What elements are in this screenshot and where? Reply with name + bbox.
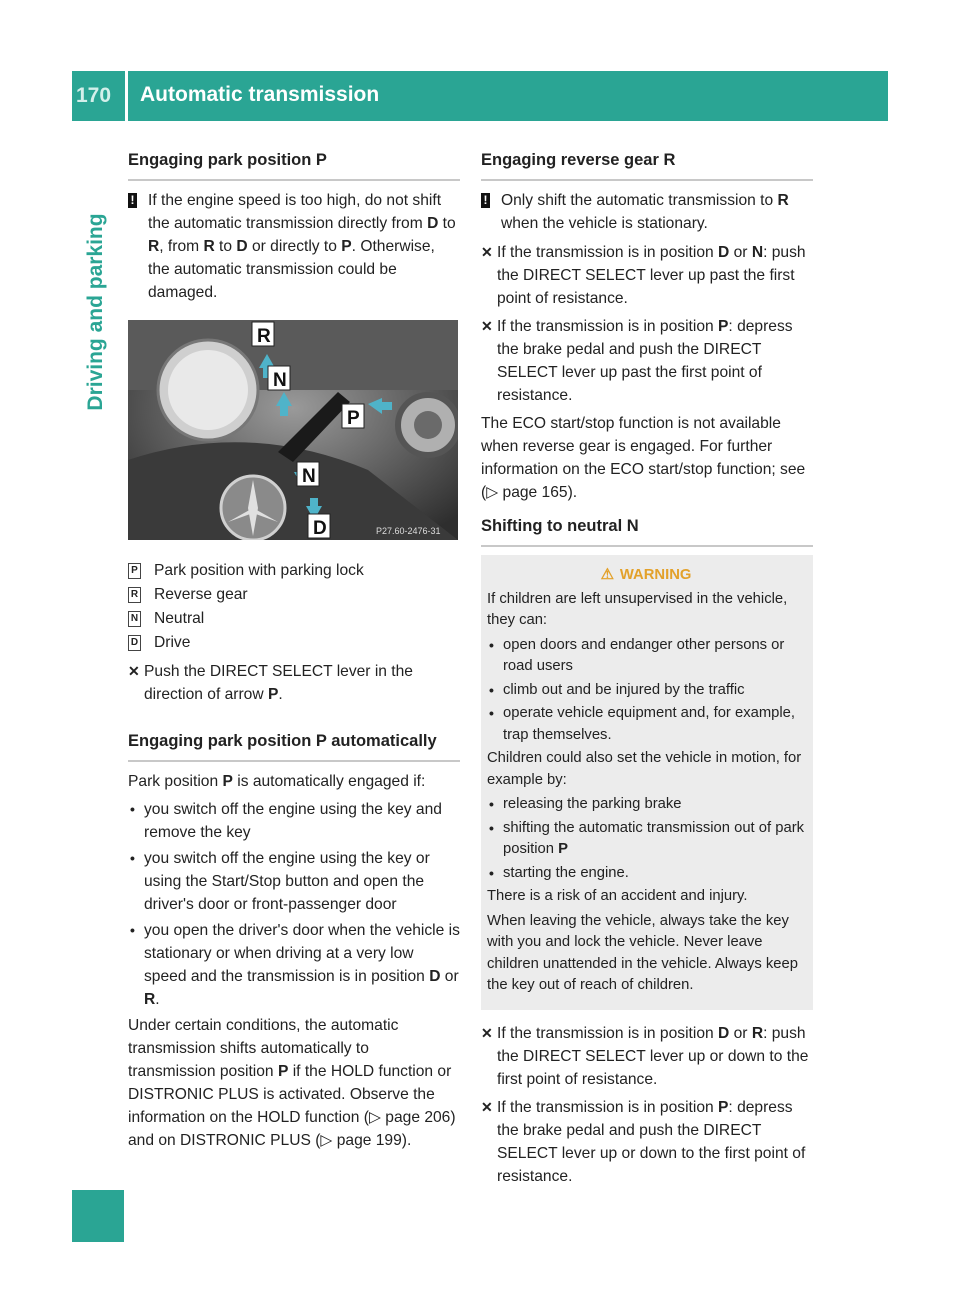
intro-text: Park position P is automatically engaged if: [128, 773, 426, 790]
bullet-icon: • [130, 850, 135, 866]
warning-box: ⚠ WARNING If children are left unsupervised in the vehicle, they can: • open doors and endanger other persons or road users • climb out and be injured by the traffic • operate vehicle equipment and, for example, trap themselves. Children could also set the vehicle in motion, for example by: • releasing the parking brake • shifting the automatic transmission out of park position P • starting the engine. There is a risk of an accident and injury. When leaving the vehicle, always take the key with you and lock the vehicle. Never leave children unattended in the vehicle. Always keep the key out of reach of children. [481, 555, 813, 1010]
side-block [72, 1190, 124, 1242]
step-arrow-icon: ✕ [481, 318, 493, 334]
step-arrow-icon: ✕ [481, 1024, 493, 1041]
list-item: • open doors and endanger other persons or road users [489, 636, 785, 674]
left-column [128, 150, 460, 1157]
exclamation-icon: ! [481, 193, 490, 208]
body-paragraph: Under certain conditions, the automatic transmission shifts automatically to transmission position P if the HOLD function or DISTRONIC PLUS is activated. Observe the information on the HOLD function (▷ page 206) and on DISTRONIC PLUS (▷ page 199). [128, 1017, 456, 1149]
instruction-step: ✕ If the transmission is in position P: depress the brake pedal and push the DIRECT SELECT lever up or down to the first point of resistance. [481, 1096, 813, 1188]
bullet-icon: • [489, 819, 494, 836]
exclamation-icon: ! [128, 193, 137, 208]
page-ref-link[interactable]: page 206) and on DISTRONIC PLUS ( [128, 1109, 456, 1149]
notice: ! If the engine speed is too high, do not shift the automatic transmission directly from D to R, from R to D or directly to P. Otherwise, the automatic transmission could be damaged. [128, 189, 460, 304]
bullet-icon: • [489, 864, 494, 881]
side-tab [60, 182, 132, 442]
side-label-text: Driving and parking [84, 213, 107, 411]
key-p-icon: P [128, 563, 141, 579]
svg-text:D: D [313, 518, 327, 539]
list-item: • climb out and be injured by the traffic [487, 680, 805, 702]
legend-item: D Drive [128, 631, 460, 654]
step-arrow-icon: ✕ [481, 1098, 493, 1115]
legend-item: P Park position with parking lock [128, 559, 460, 582]
photo-code: P27.60-2476-31 [376, 526, 441, 536]
legend-item: R Reverse gear [128, 583, 460, 606]
body-paragraph: The ECO start/stop function is not available when reverse gear is engaged. For further information on the ECO start/stop function; see (▷ page 165). [481, 415, 806, 501]
instruction-step: ✕ Push the DIRECT SELECT lever in the direction of arrow P. [128, 660, 460, 706]
step-arrow-icon: ✕ [481, 244, 493, 260]
warning-triangle-icon: ⚠ [600, 567, 614, 583]
right-column [481, 150, 813, 1193]
gear-lever-photo [128, 320, 458, 540]
list-item: • starting the engine. [487, 863, 805, 885]
page-ref-icon: ▷ [368, 1109, 381, 1126]
list-item: • releasing the parking brake [487, 794, 805, 816]
section-heading: Shifting to neutral N [481, 516, 813, 547]
section-heading: Engaging reverse gear R [481, 150, 813, 181]
bullet-icon: • [489, 796, 494, 812]
page-ref-icon: ▷ [320, 1132, 333, 1149]
page-ref-link[interactable]: page 165). [498, 484, 578, 501]
svg-text:N: N [302, 466, 316, 487]
step-arrow-icon: ✕ [128, 663, 140, 679]
list-item: • operate vehicle equipment and, for example, trap themselves. [489, 705, 796, 743]
bullet-icon: • [130, 801, 135, 817]
svg-text:N: N [273, 370, 287, 391]
key-r-icon: R [128, 587, 141, 603]
chapter-title: Automatic transmission [140, 83, 380, 106]
bullet-icon: • [489, 681, 494, 698]
bullet-icon: • [489, 705, 494, 721]
key-n-icon: N [128, 611, 141, 627]
svg-text:R: R [257, 326, 271, 347]
section-heading: Engaging park position P automatically [128, 731, 460, 762]
svg-text:P: P [347, 408, 360, 429]
bullet-icon: • [489, 636, 494, 653]
page-ref-icon: ▷ [486, 484, 499, 501]
list-item: • you switch off the engine using the key or using the Start/Stop button and open the driver's door or front-passenger door [128, 847, 460, 916]
list-item: • shifting the automatic transmission out of park position P [489, 819, 805, 857]
instruction-step: ✕ If the transmission is in position D or N: push the DIRECT SELECT lever up past the first point of resistance. [481, 241, 813, 310]
warning-title: WARNING [619, 567, 692, 583]
page-number: 170 [76, 84, 112, 107]
bullet-icon: • [130, 922, 135, 938]
header-divider [125, 71, 128, 121]
legend-item: N Neutral [128, 607, 460, 630]
page-ref-link[interactable]: page 199). [332, 1132, 412, 1149]
key-d-icon: D [128, 635, 141, 651]
notice: ! Only shift the automatic transmission to R when the vehicle is stationary. [481, 189, 813, 235]
list-item: • you open the driver's door when the vehicle is stationary or when driving at a very low speed and the transmission is in position D or R. [128, 919, 460, 1011]
instruction-step: ✕ If the transmission is in position D or R: push the DIRECT SELECT lever up or down to the first point of resistance. [481, 1022, 813, 1091]
list-item: • you switch off the engine using the key and remove the key [128, 798, 460, 844]
instruction-step: ✕ If the transmission is in position P: depress the brake pedal and push the DIRECT SELECT lever up past the first point of resistance. [481, 315, 813, 407]
section-heading: Engaging park position P [128, 150, 460, 181]
